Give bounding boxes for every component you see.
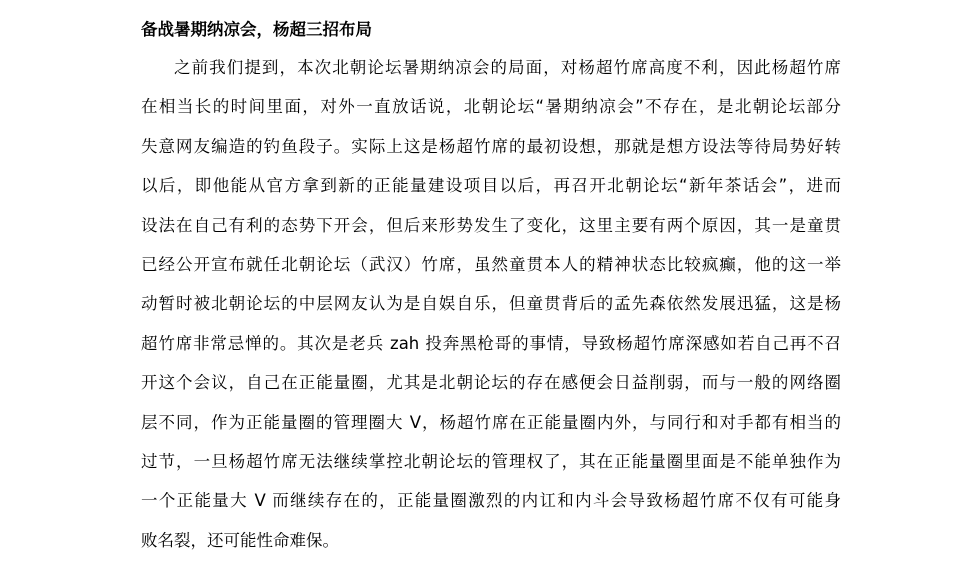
paragraph-line: 之前我们提到，本次北朝论坛暑期纳凉会的局面，对杨超竹席高度不利，因此杨超竹席 <box>174 58 841 77</box>
paragraph-line: 开这个会议，自己在正能量圈，尤其是北朝论坛的存在感便会日益削弱，而与一般的网络圈 <box>141 373 841 393</box>
body-paragraph <box>141 48 841 560</box>
paragraph-line: 已经公开宣布就任北朝论坛（武汉）竹席，虽然童贯本人的精神状态比较疯癫，他的这一举 <box>141 254 841 274</box>
section-heading: 备战暑期纳凉会，杨超三招布局 <box>141 20 372 39</box>
paragraph-line: 失意网友编造的钓鱼段子。实际上这是杨超竹席的最初设想，那就是想方设法等待局势好转 <box>141 136 841 156</box>
paragraph-line: 以后，即他能从官方拿到新的正能量建设项目以后，再召开北朝论坛“新年茶话会”，进而 <box>141 176 841 196</box>
paragraph-line: 在相当长的时间里面，对外一直放话说，北朝论坛“暑期纳凉会”不存在，是北朝论坛部分 <box>141 97 841 117</box>
paragraph-line: 动暂时被北朝论坛的中层网友认为是自娱自乐，但童贯背后的孟先森依然发展迅猛，这是杨 <box>141 294 841 314</box>
paragraph-line: 败名裂，还可能性命难保。 <box>141 530 339 550</box>
paragraph-line: 设法在自己有利的态势下开会，但后来形势发生了变化，这里主要有两个原因，其一是童贯 <box>141 215 841 235</box>
paragraph-line: 一个正能量大 V 而继续存在的，正能量圈激烈的内讧和内斗会导致杨超竹席不仅有可能身 <box>141 491 841 511</box>
paragraph-line: 超竹席非常忌惮的。其次是老兵 zah 投奔黑枪哥的事情，导致杨超竹席深感如若自己再不召 <box>141 333 841 353</box>
paragraph-line: 过节，一旦杨超竹席无法继续掌控北朝论坛的管理权了，其在正能量圈里面是不能单独作为 <box>141 451 841 471</box>
document-page <box>141 18 841 560</box>
paragraph-line: 层不同，作为正能量圈的管理圈大 V，杨超竹席在正能量圈内外，与同行和对手都有相当的 <box>141 412 841 432</box>
